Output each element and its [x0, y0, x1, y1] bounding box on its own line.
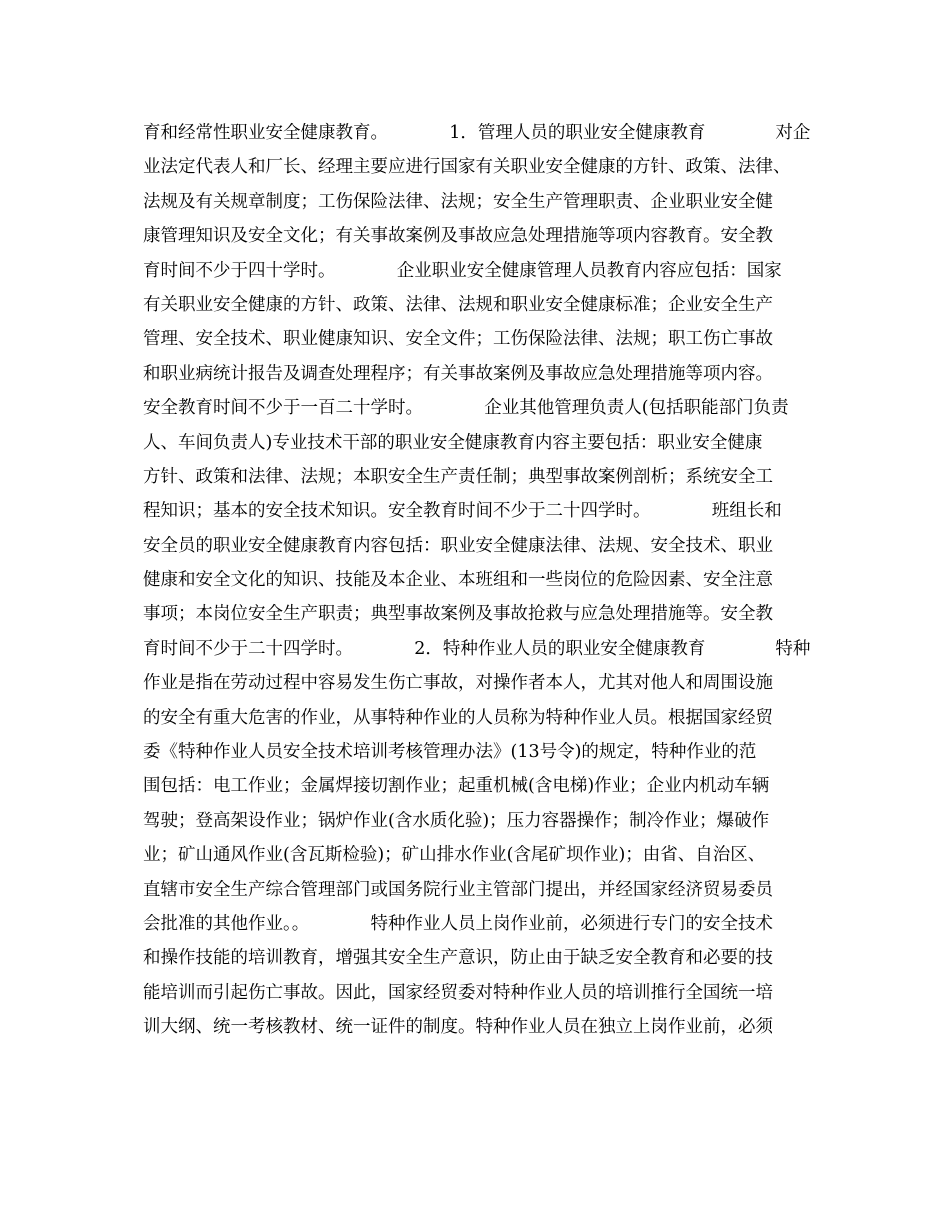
text-line: 方针、政策和法律、法规；本职安全生产责任制；典型事故案例剖析；系统安全工 [143, 466, 773, 487]
text-line: 安全教育时间不少于一百二十学时。 企业其他管理负责人(包括职能部门负责 [143, 398, 789, 419]
text-line: 训大纲、统一考核教材、统一证件的制度。特种作业人员在独立上岗作业前，必须 [143, 1017, 773, 1038]
text-line: 驾驶；登高架设作业；锅炉作业(含水质化验)；压力容器操作；制冷作业；爆破作 [143, 810, 770, 831]
text-line: 和操作技能的培训教育，增强其安全生产意识，防止由于缺乏安全教育和必要的技 [143, 948, 773, 969]
text-line: 管理、安全技术、职业健康知识、安全文件；工伤保险法律、法规；职工伤亡事故 [143, 329, 773, 350]
text-line: 围包括：电工作业；金属焊接切割作业；起重机械(含电梯)作业；企业内机动车辆 [143, 776, 770, 797]
text-line: 和职业病统计报告及调查处理程序；有关事故案例及事故应急处理措施等项内容。 [143, 363, 773, 384]
body-text [143, 116, 823, 1045]
text-line: 会批准的其他作业。。 特种作业人员上岗作业前，必须进行专门的安全技术 [143, 913, 773, 934]
text-line: 程知识；基本的安全技术知识。安全教育时间不少于二十四学时。 班组长和 [143, 501, 782, 522]
text-line: 委《特种作业人员安全技术培训考核管理办法》(13号令)的规定，特种作业的范 [143, 742, 757, 763]
text-line: 直辖市安全生产综合管理部门或国务院行业主管部门提出，并经国家经济贸易委员 [143, 879, 773, 900]
text-line: 的安全有重大危害的作业，从事特种作业的人员称为特种作业人员。根据国家经贸 [143, 707, 773, 728]
text-line: 作业是指在劳动过程中容易发生伤亡事故，对操作者本人，尤其对他人和周围设施 [143, 673, 773, 694]
text-line: 康管理知识及安全文化；有关事故案例及事故应急处理措施等项内容教育。安全教 [143, 226, 773, 247]
text-line: 业法定代表人和厂长、经理主要应进行国家有关职业安全健康的方针、政策、法律、 [143, 157, 791, 178]
text-line: 育和经常性职业安全健康教育。 1．管理人员的职业安全健康教育 对企 [143, 123, 811, 143]
text-line: 育时间不少于四十学时。 企业职业安全健康管理人员教育内容应包括：国家 [143, 260, 782, 281]
text-line: 能培训而引起伤亡事故。因此，国家经贸委对特种作业人员的培训推行全国统一培 [143, 982, 773, 1003]
text-line: 事项；本岗位安全生产职责；典型事故案例及事故抢救与应急处理措施等。安全教 [143, 604, 773, 625]
text-line: 健康和安全文化的知识、技能及本企业、本班组和一些岗位的危险因素、安全注意 [143, 570, 773, 591]
text-line: 育时间不少于二十四学时。 2．特种作业人员的职业安全健康教育 特种 [143, 638, 811, 659]
text-line: 法规及有关规章制度；工伤保险法律、法规；安全生产管理职责、企业职业安全健 [143, 191, 773, 212]
text-line: 人、车间负责人)专业技术干部的职业安全健康教育内容主要包括：职业安全健康 [143, 432, 763, 453]
text-line: 有关职业安全健康的方针、政策、法律、法规和职业安全健康标准；企业安全生产 [143, 294, 773, 315]
text-line: 安全员的职业安全健康教育内容包括：职业安全健康法律、法规、安全技术、职业 [143, 535, 773, 556]
text-line: 业；矿山通风作业(含瓦斯检验)；矿山排水作业(含尾矿坝作业)；由省、自治区、 [143, 845, 766, 866]
